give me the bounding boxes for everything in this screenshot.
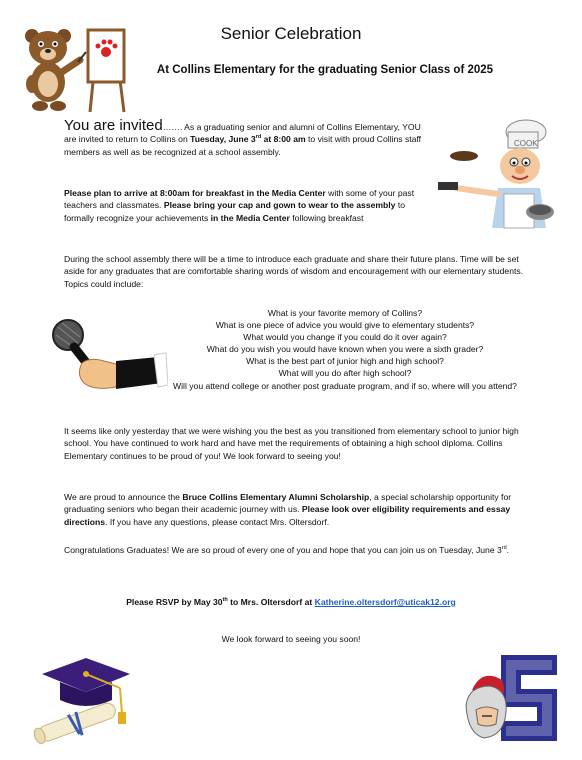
questions-list <box>130 307 560 392</box>
date-suffix: rd <box>255 134 262 141</box>
invited-dots: ……. <box>162 122 183 132</box>
svg-text:COOK: COOK <box>514 139 538 148</box>
arrival-time-text: Please plan to arrive at 8:00am for breakfast in the Media Center <box>64 188 326 198</box>
list-item: What will you do after high school? <box>278 368 412 379</box>
proud-paragraph: It seems like only yesterday that we were wishing you the best as you transitioned from elementary school to junior high school. You have continued to work hard and have met the requirements of obtaining a high school diploma. Collins Elementary continues to be proud of you! We look forward to seeing you! <box>64 426 519 461</box>
page-title: Senior Celebration <box>220 24 362 43</box>
list-item: What is one piece of advice you would give to elementary students? <box>215 320 475 331</box>
page-subtitle: At Collins Elementary for the graduating Senior Class of 2025 <box>156 64 494 76</box>
intro-paragraph <box>64 117 434 158</box>
rsvp-suffix: th <box>222 597 228 604</box>
rsvp-line <box>0 597 582 607</box>
scholarship-text: We are proud to announce the <box>64 492 183 502</box>
rsvp-text: Please RSVP by May 30 <box>126 597 223 607</box>
rsvp-text-2: to Mrs. Oltersdorf at <box>227 597 315 607</box>
intro-text: As a graduating senior and alumni of Collins Elementary, YOU are invited to return to Collins on <box>64 122 421 145</box>
arrival-paragraph <box>64 187 434 224</box>
media-center-text: in the Media Center <box>210 212 290 223</box>
chef-cook-icon <box>436 118 556 236</box>
list-item: Will you attend college or another post graduate program, and if so, where will you attend? <box>173 380 517 391</box>
scholarship-text-2: , a special scholarship opportunity for graduating seniors who began their academic journey with us. <box>64 492 512 515</box>
list-item: What is your favorite memory of Collins? <box>267 308 423 318</box>
congrats-end: . <box>506 545 510 555</box>
scholarship-text-3: . If you have any questions, please contact Mrs. Oltersdorf. <box>105 516 330 527</box>
scholarship-name: Bruce Collins Elementary Alumni Scholarship <box>182 492 370 502</box>
list-item: What is the best part of junior high and high school? <box>246 356 444 367</box>
closing-line: We look forward to seeing you soon! <box>221 634 361 644</box>
event-date: Tuesday, June 3 <box>190 134 256 145</box>
graduation-cap-diploma-icon <box>28 654 136 746</box>
intro-text-end: to visit with proud Collins staff members as well as be recognized at a school assembly. <box>64 134 422 157</box>
congrats-suffix: rd <box>501 545 507 552</box>
list-item: What do you wish you would have known when you were a sixth grader? <box>206 344 484 355</box>
event-time: at 8:00 am <box>261 134 306 145</box>
congrats-paragraph <box>64 544 524 556</box>
arrival-text-3: following breakfast <box>289 212 364 223</box>
eligibility-text: Please look over eligibility requirements and essay directions <box>64 504 511 527</box>
assembly-paragraph: During the school assembly there will be a time to introduce each graduate and share their future plans. Time will be set aside for any graduates that are comfortable sharing words of wisdom and encouragement with our elementary students. Topics could include: <box>64 254 524 289</box>
congrats-text: Congratulations Graduates! We are so proud of every one of you and hope that you can join us on Tuesday, June 3 <box>64 545 502 555</box>
arrival-text-2: to formally recognize your achievements <box>64 200 406 223</box>
spartan-s-logo-icon <box>462 650 562 746</box>
cap-gown-text: Please bring your cap and gown to wear to the assembly <box>163 200 396 211</box>
invited-heading: You are invited <box>64 117 163 134</box>
arrival-text: with some of your past teachers and classmates. <box>64 188 415 211</box>
scholarship-paragraph <box>64 491 524 528</box>
email-link[interactable]: Katherine.oltersdorf@uticak12.org <box>314 597 456 607</box>
list-item: What would you change if you could do it over again? <box>243 332 447 343</box>
